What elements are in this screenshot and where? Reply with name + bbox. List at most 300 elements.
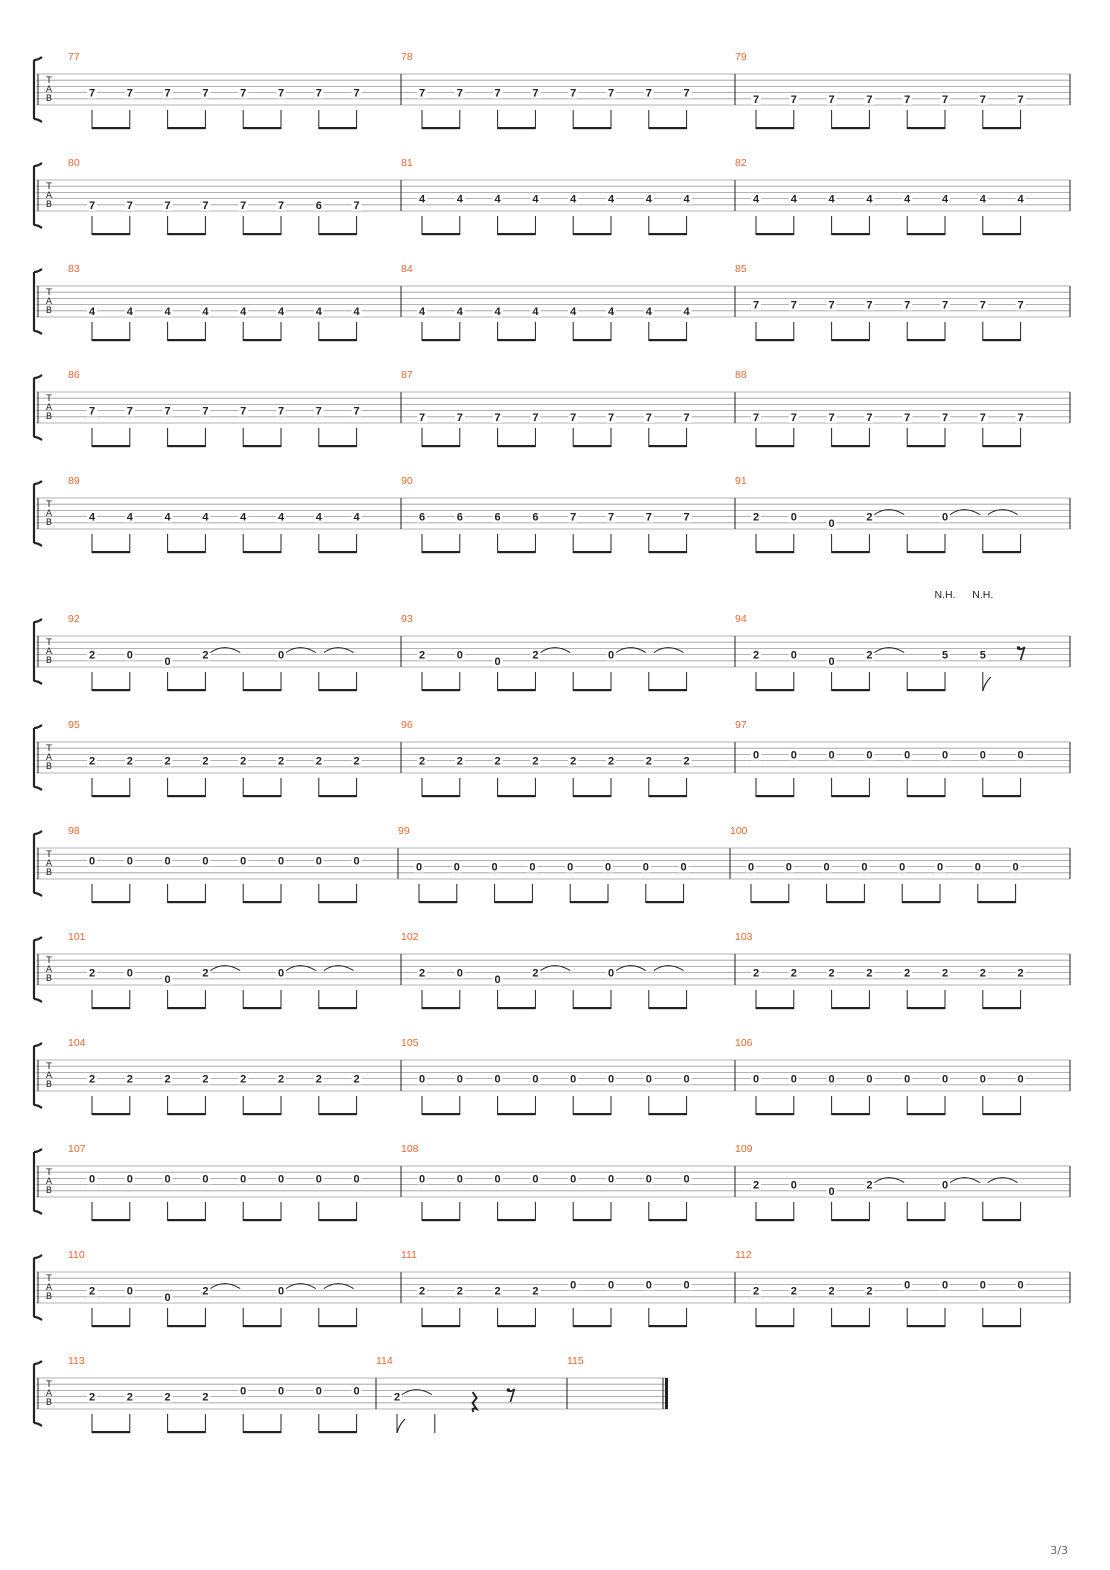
- fret-number: 0: [88, 1173, 96, 1186]
- beam: [319, 901, 357, 903]
- beam: [92, 445, 130, 447]
- beam: [319, 1007, 357, 1009]
- fret-number: 0: [828, 1073, 835, 1086]
- fret-number: 0: [277, 1173, 285, 1186]
- fret-number: 2: [202, 649, 209, 662]
- tab-system: [34, 157, 1070, 235]
- beam: [756, 551, 794, 553]
- fret-number: 7: [494, 87, 501, 100]
- beam: [498, 551, 536, 553]
- measure-number: 87: [401, 369, 413, 381]
- fret-number: 0: [607, 649, 615, 662]
- fret-number: 2: [456, 1285, 463, 1298]
- fret-number: 4: [645, 193, 652, 206]
- fret-number: 7: [866, 93, 873, 106]
- fret-number: 4: [456, 193, 463, 206]
- fret-number: 7: [607, 411, 615, 424]
- fret-number: 0: [607, 1279, 615, 1292]
- fret-number: 6: [456, 511, 463, 524]
- measure-number: 84: [401, 263, 413, 275]
- beam: [92, 795, 130, 797]
- beam: [498, 795, 536, 797]
- measure-number: 115: [567, 1355, 584, 1367]
- fret-number: 4: [607, 193, 615, 206]
- beam: [756, 795, 794, 797]
- fret-number: 7: [790, 411, 797, 424]
- tab-clef-letter: B: [45, 1080, 53, 1090]
- fret-number: 4: [88, 305, 96, 318]
- fret-number: 2: [1017, 967, 1024, 980]
- fret-number: 4: [456, 305, 463, 318]
- measure-number: 109: [735, 1143, 753, 1155]
- fret-number: 2: [683, 755, 690, 768]
- beam: [907, 233, 945, 235]
- beam: [832, 1007, 870, 1009]
- beam: [422, 551, 460, 553]
- fret-number: 7: [277, 405, 285, 418]
- beam: [756, 1219, 794, 1221]
- fret-number: 0: [828, 1185, 835, 1198]
- beam: [168, 339, 206, 341]
- beam: [419, 901, 457, 903]
- fret-number: 4: [240, 511, 247, 524]
- beam: [243, 1219, 281, 1221]
- fret-number: 0: [567, 861, 574, 874]
- fret-number: 6: [494, 511, 501, 524]
- beam: [422, 127, 460, 129]
- fret-number: 0: [941, 1279, 949, 1292]
- fret-number: 0: [604, 861, 612, 874]
- beam: [649, 1007, 687, 1009]
- beam: [243, 233, 281, 235]
- fret-number: 7: [126, 405, 133, 418]
- fret-number: 2: [164, 1073, 171, 1086]
- beam: [649, 1113, 687, 1115]
- fret-number: 7: [1017, 411, 1024, 424]
- fret-number: 0: [747, 861, 755, 874]
- beam: [498, 1325, 536, 1327]
- tab-clef-letter: T: [46, 850, 52, 860]
- fret-number: 0: [126, 855, 133, 868]
- fret-number: 0: [418, 1173, 426, 1186]
- fret-number: 2: [866, 1285, 873, 1298]
- fret-number: 4: [828, 193, 835, 206]
- tab-clef-letter: T: [46, 500, 52, 510]
- fret-number: 7: [202, 405, 209, 418]
- beam: [168, 233, 206, 235]
- fret-number: 2: [904, 967, 911, 980]
- fret-number: 7: [570, 87, 577, 100]
- fret-number: 7: [645, 511, 652, 524]
- measure-number: 85: [735, 263, 747, 275]
- beam: [832, 689, 870, 691]
- fret-number: 7: [277, 199, 285, 212]
- fret-number: 0: [570, 1279, 577, 1292]
- measure-number: 86: [68, 369, 80, 381]
- fret-number: 2: [607, 755, 615, 768]
- beam: [907, 551, 945, 553]
- fret-number: 0: [979, 1073, 986, 1086]
- tab-clef-letter: A: [45, 85, 53, 95]
- beam: [756, 1113, 794, 1115]
- tab-clef-letter: B: [45, 762, 53, 772]
- measure-number: 94: [735, 613, 747, 625]
- beam: [756, 1325, 794, 1327]
- beam: [498, 1113, 536, 1115]
- tab-clef-letter: T: [46, 1062, 52, 1072]
- fret-number: 7: [532, 411, 539, 424]
- beam: [243, 1325, 281, 1327]
- beam: [243, 551, 281, 553]
- fret-number: 4: [1017, 193, 1024, 206]
- measure-number: 98: [68, 825, 80, 837]
- fret-number: 7: [790, 299, 797, 312]
- beam: [92, 689, 130, 691]
- measure-number: 107: [68, 1143, 86, 1155]
- fret-number: 2: [532, 755, 539, 768]
- fret-number: 7: [979, 299, 986, 312]
- measure-number: 92: [68, 613, 80, 625]
- beam: [983, 1007, 1021, 1009]
- fret-number: 0: [680, 861, 687, 874]
- measure-number: 91: [735, 475, 747, 487]
- tab-clef-letter: B: [45, 1398, 53, 1408]
- fret-number: 2: [752, 1285, 760, 1298]
- fret-number: 4: [418, 305, 426, 318]
- beam: [495, 901, 533, 903]
- fret-number: 0: [683, 1073, 690, 1086]
- fret-number: 4: [532, 193, 539, 206]
- beam: [646, 901, 684, 903]
- measure-number: 95: [68, 719, 80, 731]
- beam: [422, 795, 460, 797]
- fret-number: 2: [353, 1073, 360, 1086]
- fret-number: 0: [353, 1385, 360, 1398]
- fret-number: 7: [126, 87, 133, 100]
- beam: [319, 795, 357, 797]
- fret-number: 0: [164, 1173, 171, 1186]
- tab-clef-letter: A: [45, 965, 53, 975]
- fret-number: 2: [88, 1391, 96, 1404]
- fret-number: 4: [164, 305, 171, 318]
- beam: [498, 445, 536, 447]
- measure-number: 97: [735, 719, 747, 731]
- fret-number: 0: [790, 1179, 797, 1192]
- measure-number: 82: [735, 157, 747, 169]
- fret-number: 0: [126, 1173, 133, 1186]
- fret-number: 7: [904, 93, 911, 106]
- beam: [902, 901, 940, 903]
- quarter-rest: [473, 1392, 477, 1412]
- fret-number: 0: [456, 1173, 463, 1186]
- fret-number: 7: [202, 199, 209, 212]
- beam: [498, 127, 536, 129]
- beam: [573, 127, 611, 129]
- fret-number: 0: [240, 855, 247, 868]
- beam: [832, 445, 870, 447]
- fret-number: 6: [532, 511, 539, 524]
- fret-number: 2: [418, 967, 426, 980]
- beam: [832, 1113, 870, 1115]
- fret-number: 0: [645, 1173, 652, 1186]
- tab-system: [34, 825, 1070, 903]
- fret-number: 2: [532, 967, 539, 980]
- fret-number: 0: [164, 1291, 171, 1304]
- fret-number: 2: [88, 755, 96, 768]
- fret-number: 2: [353, 755, 360, 768]
- tab-system: [34, 369, 1070, 447]
- fret-number: 2: [532, 649, 539, 662]
- beam: [243, 1431, 281, 1433]
- beam: [907, 689, 945, 691]
- fret-number: 4: [126, 305, 133, 318]
- tab-clef-letter: A: [45, 1389, 53, 1399]
- tab-clef-letter: B: [45, 306, 53, 316]
- fret-number: 7: [164, 87, 171, 100]
- measure-number: 78: [401, 51, 413, 63]
- fret-number: 0: [904, 1073, 911, 1086]
- beam: [168, 1431, 206, 1433]
- beam: [907, 795, 945, 797]
- beam: [907, 445, 945, 447]
- measure-number: 90: [401, 475, 413, 487]
- tab-clef-letter: B: [45, 1186, 53, 1196]
- fret-number: 7: [88, 87, 96, 100]
- fret-number: 0: [642, 861, 649, 874]
- fret-number: 0: [941, 511, 949, 524]
- beam: [751, 901, 789, 903]
- fret-number: 0: [126, 649, 133, 662]
- fret-number: 7: [494, 411, 501, 424]
- tab-clef-letter: A: [45, 191, 53, 201]
- fret-number: 2: [277, 755, 285, 768]
- tab-clef-letter: B: [45, 412, 53, 422]
- tab-clef-letter: T: [46, 182, 52, 192]
- beam: [243, 445, 281, 447]
- fret-number: 0: [861, 861, 868, 874]
- tab-system: [34, 475, 1070, 553]
- tab-clef-letter: B: [45, 1292, 53, 1302]
- fret-number: 2: [866, 511, 873, 524]
- beam: [168, 551, 206, 553]
- fret-number: 7: [866, 299, 873, 312]
- fret-number: 0: [1017, 1073, 1024, 1086]
- fret-number: 4: [904, 193, 911, 206]
- tab-clef-letter: A: [45, 403, 53, 413]
- fret-number: 0: [570, 1173, 577, 1186]
- beam: [832, 1325, 870, 1327]
- beam: [832, 127, 870, 129]
- fret-number: 2: [570, 755, 577, 768]
- fret-number: 0: [904, 1279, 911, 1292]
- beam: [243, 901, 281, 903]
- beam: [319, 1431, 357, 1433]
- fret-number: 0: [202, 855, 209, 868]
- fret-number: 0: [240, 1385, 247, 1398]
- fret-number: 2: [456, 755, 463, 768]
- beam: [832, 795, 870, 797]
- fret-number: 0: [494, 1173, 501, 1186]
- beam: [319, 1325, 357, 1327]
- fret-number: 2: [202, 1391, 209, 1404]
- fret-number: 4: [202, 305, 209, 318]
- beam: [978, 901, 1016, 903]
- fret-number: 0: [453, 861, 460, 874]
- fret-number: 4: [240, 305, 247, 318]
- fret-number: 0: [491, 861, 498, 874]
- fret-number: 0: [240, 1173, 247, 1186]
- measure-number: 81: [401, 157, 413, 169]
- beam: [907, 339, 945, 341]
- fret-number: 2: [494, 1285, 501, 1298]
- measure-number: 112: [735, 1249, 752, 1261]
- fret-number: 0: [683, 1173, 690, 1186]
- fret-number: 0: [936, 861, 944, 874]
- fret-number: 2: [418, 1285, 426, 1298]
- measure-number: 80: [68, 157, 80, 169]
- fret-number: 2: [494, 755, 501, 768]
- tab-clef-letter: A: [45, 753, 53, 763]
- fret-number: 0: [532, 1073, 539, 1086]
- fret-number: 4: [683, 193, 690, 206]
- beam: [983, 795, 1021, 797]
- beam: [498, 1007, 536, 1009]
- fret-number: 7: [88, 199, 96, 212]
- page-number: 3/3: [1050, 1544, 1068, 1557]
- fret-number: 2: [790, 967, 797, 980]
- fret-number: 0: [88, 855, 96, 868]
- fret-number: 0: [277, 967, 285, 980]
- beam: [92, 901, 130, 903]
- fret-number: 7: [418, 87, 426, 100]
- beam: [649, 1219, 687, 1221]
- tab-clef-letter: B: [45, 974, 53, 984]
- fret-number: 0: [418, 1073, 426, 1086]
- tab-clef-letter: T: [46, 638, 52, 648]
- fret-number: 7: [683, 411, 690, 424]
- beam: [243, 1007, 281, 1009]
- beam: [570, 901, 608, 903]
- fret-number: 0: [456, 967, 463, 980]
- tab-system: [34, 719, 1070, 797]
- measure-number: 101: [68, 931, 86, 943]
- measure-number: 111: [401, 1249, 417, 1261]
- beam: [168, 1007, 206, 1009]
- tab-system: [34, 1037, 1070, 1115]
- fret-number: 2: [126, 1391, 133, 1404]
- fret-number: 4: [494, 305, 501, 318]
- fret-number: 0: [126, 1285, 133, 1298]
- tab-clef-letter: A: [45, 1283, 53, 1293]
- fret-number: 7: [164, 199, 171, 212]
- beam: [422, 689, 460, 691]
- beam: [243, 1113, 281, 1115]
- fret-number: 0: [790, 511, 797, 524]
- note-flag: [397, 1419, 405, 1433]
- fret-number: 2: [88, 967, 96, 980]
- fret-number: 0: [823, 861, 830, 874]
- beam: [319, 445, 357, 447]
- fret-number: 2: [752, 511, 760, 524]
- fret-number: 4: [941, 193, 949, 206]
- fret-number: 2: [88, 649, 96, 662]
- beam: [649, 795, 687, 797]
- beam: [422, 1007, 460, 1009]
- tab-clef-letter: A: [45, 1177, 53, 1187]
- fret-number: 7: [353, 87, 360, 100]
- fret-number: 4: [353, 511, 360, 524]
- fret-number: 4: [607, 305, 615, 318]
- beam: [983, 1325, 1021, 1327]
- fret-number: 2: [866, 967, 873, 980]
- fret-number: 0: [904, 749, 911, 762]
- fret-number: 0: [979, 1279, 986, 1292]
- tab-system: [34, 931, 1070, 1009]
- beam: [756, 1007, 794, 1009]
- tab-clef-letter: B: [45, 656, 53, 666]
- fret-number: 0: [164, 655, 171, 668]
- tab-clef-letter: A: [45, 859, 53, 869]
- fret-number: 2: [532, 1285, 539, 1298]
- fret-number: 2: [866, 649, 873, 662]
- fret-number: 0: [164, 855, 171, 868]
- fret-number: 0: [866, 1073, 873, 1086]
- fret-number: 2: [88, 1073, 96, 1086]
- fret-number: 4: [494, 193, 501, 206]
- fret-number: 0: [645, 1073, 652, 1086]
- beam: [168, 1219, 206, 1221]
- beam: [983, 551, 1021, 553]
- beam: [649, 689, 687, 691]
- fret-number: 7: [752, 299, 760, 312]
- fret-number: 4: [315, 511, 322, 524]
- fret-number: 2: [752, 649, 760, 662]
- beam: [983, 445, 1021, 447]
- fret-number: 4: [277, 305, 285, 318]
- fret-number: 7: [240, 199, 247, 212]
- measure-number: 89: [68, 475, 80, 487]
- fret-number: 7: [240, 87, 247, 100]
- fret-number: 6: [315, 199, 322, 212]
- beam: [649, 127, 687, 129]
- fret-number: 2: [941, 967, 949, 980]
- beam: [319, 689, 357, 691]
- measure-number: 96: [401, 719, 413, 731]
- fret-number: 7: [456, 87, 463, 100]
- note-flag: [983, 677, 991, 691]
- fret-number: 4: [979, 193, 986, 206]
- fret-number: 4: [164, 511, 171, 524]
- beam: [907, 1219, 945, 1221]
- measure-number: 100: [730, 825, 748, 837]
- beam: [319, 233, 357, 235]
- fret-number: 7: [904, 299, 911, 312]
- fret-number: 0: [941, 749, 949, 762]
- beam: [573, 795, 611, 797]
- fret-number: 0: [456, 1073, 463, 1086]
- beam: [498, 339, 536, 341]
- fret-number: 0: [974, 861, 981, 874]
- fret-number: 2: [88, 1285, 96, 1298]
- beam: [168, 127, 206, 129]
- beam: [983, 233, 1021, 235]
- beam: [573, 1113, 611, 1115]
- fret-number: 5: [941, 649, 949, 662]
- fret-number: 0: [607, 1073, 615, 1086]
- fret-number: 7: [941, 411, 949, 424]
- fret-number: 0: [828, 517, 835, 530]
- tab-clef-letter: T: [46, 1274, 52, 1284]
